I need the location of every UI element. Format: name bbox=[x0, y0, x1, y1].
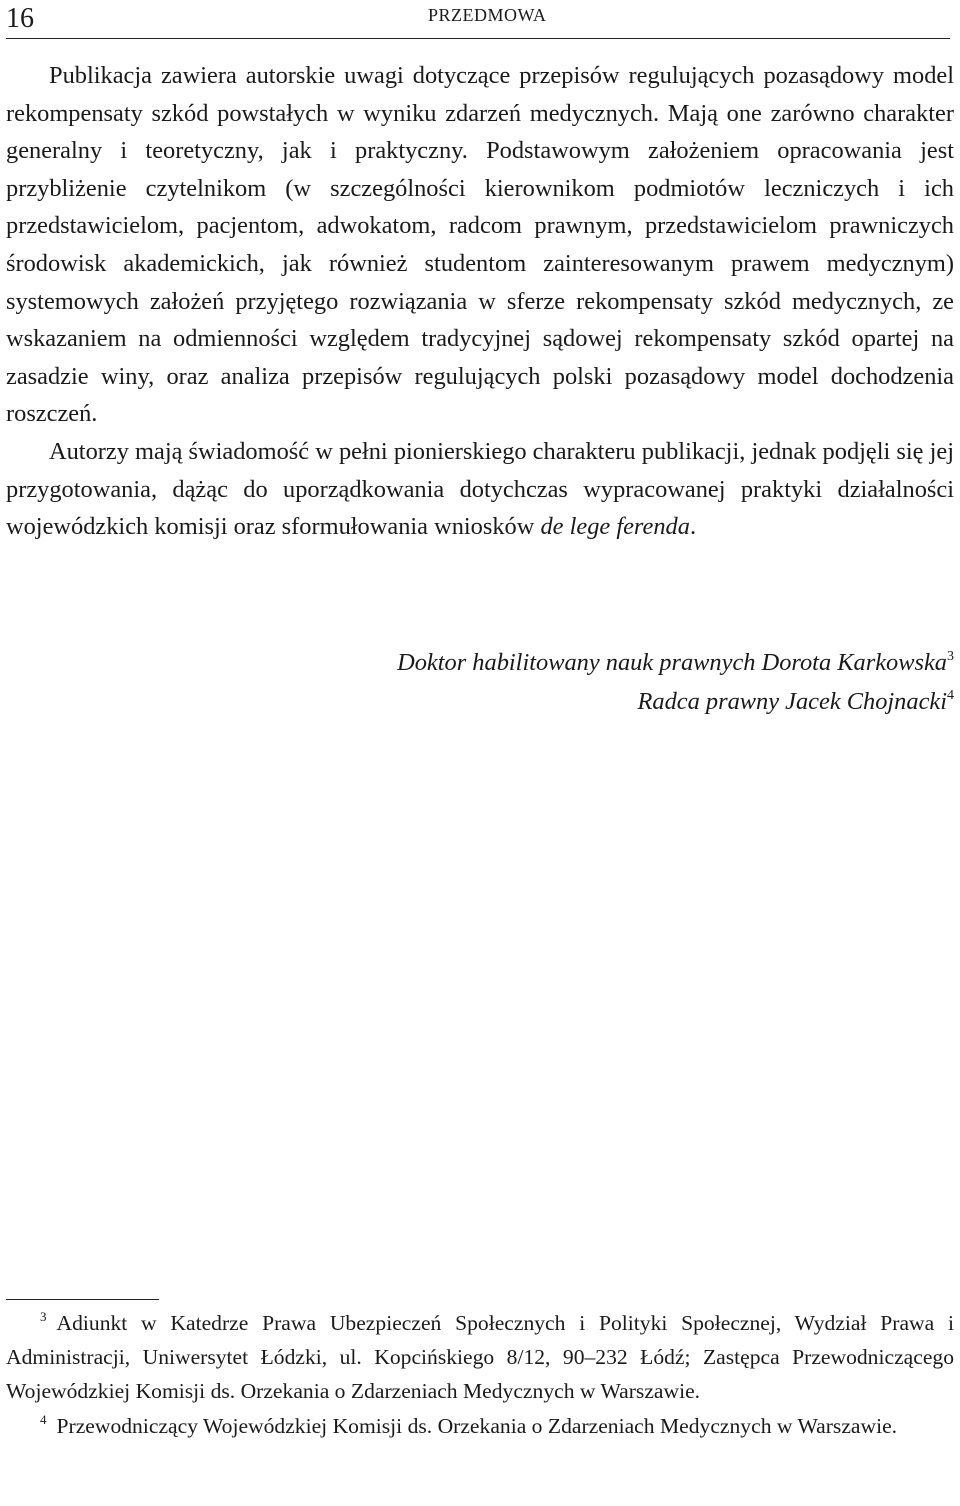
signature-karkowska bbox=[397, 644, 954, 681]
footnote-4-text: Przewodniczący Wojewódzkiej Komisji ds. Orzekania o Zdarzeniach Medycznych w Warszawie. bbox=[56, 1413, 898, 1438]
signature-1-text: Doktor habilitowany nauk prawnych Dorota Karkowska bbox=[397, 649, 947, 676]
preface-body bbox=[6, 57, 954, 546]
footnote-separator bbox=[6, 1299, 159, 1300]
signature-chojnacki bbox=[637, 683, 954, 720]
paragraph-2-end: . bbox=[689, 513, 697, 541]
footnote-4 bbox=[6, 1409, 954, 1443]
paragraph-1 bbox=[6, 57, 954, 433]
paragraph-2-text: Autorzy mają świadomość w pełni pionierskiego charakteru publikacji, jednak podjęli się jej przygotowania, dążąc do uporządkowania dotychczas wypracowanej praktyki działalności wojewódzkich komisji oraz sformułowania wniosków bbox=[6, 437, 954, 541]
footnote-ref-3[interactable]: 3 bbox=[947, 649, 954, 664]
latin-phrase: de lege ferenda bbox=[540, 513, 690, 541]
running-head: PRZEDMOWA bbox=[428, 5, 547, 25]
footnote-4-mark: 4 bbox=[40, 1411, 47, 1427]
footnote-ref-4[interactable]: 4 bbox=[947, 688, 954, 703]
signature-2-text: Radca prawny Jacek Chojnacki bbox=[637, 688, 947, 715]
footnote-3-mark: 3 bbox=[40, 1309, 47, 1324]
page-header bbox=[6, 2, 950, 39]
paragraph-1-text: Publikacja zawiera autorskie uwagi dotyczące przepisów regulujących pozasądowy model rekompensaty szkód powstałych w wyniku zdarzeń medycznych. Mają one zarówno charakter generalny i teoretyczny, jak i praktyczny. Podstawowym założeniem opracowania jest przybliżenie czytelnikom (w szczególności kierownikom podmiotów leczniczych i ich przedstawicielom, pacjentom, adwokatom, radcom prawnym, przedstawicielom prawniczych środowisk akademickich, jak również studentom zainteresowanym prawem medycznym) systemowych założeń przyjętego rozwiązania w sferze rekompensaty szkód medycznych, ze wskazaniem na odmienności względem tradycyjnej sądowej rekompensaty szkód opartej na zasadzie winy, oraz analiza przepisów regulujących polski pozasądowy model dochodzenia roszczeń. bbox=[6, 62, 954, 428]
footnote-3-text: Adiunkt w Katedrze Prawa Ubezpieczeń Społecznych i Polityki Społecznej, Wydział Prawa i Administracji, Uniwersytet Łódzki, ul. Kopcińskiego 8/12, 90–232 Łódź; Zastępca Przewodniczącego Wojewódzkiej Komisji ds. Orzekania o Zdarzeniach Medycznych w Warszawie. bbox=[6, 1311, 954, 1404]
footnotes bbox=[6, 1306, 954, 1443]
footnote-3 bbox=[6, 1306, 954, 1409]
page-number: 16 bbox=[6, 3, 34, 34]
paragraph-2 bbox=[6, 433, 954, 546]
